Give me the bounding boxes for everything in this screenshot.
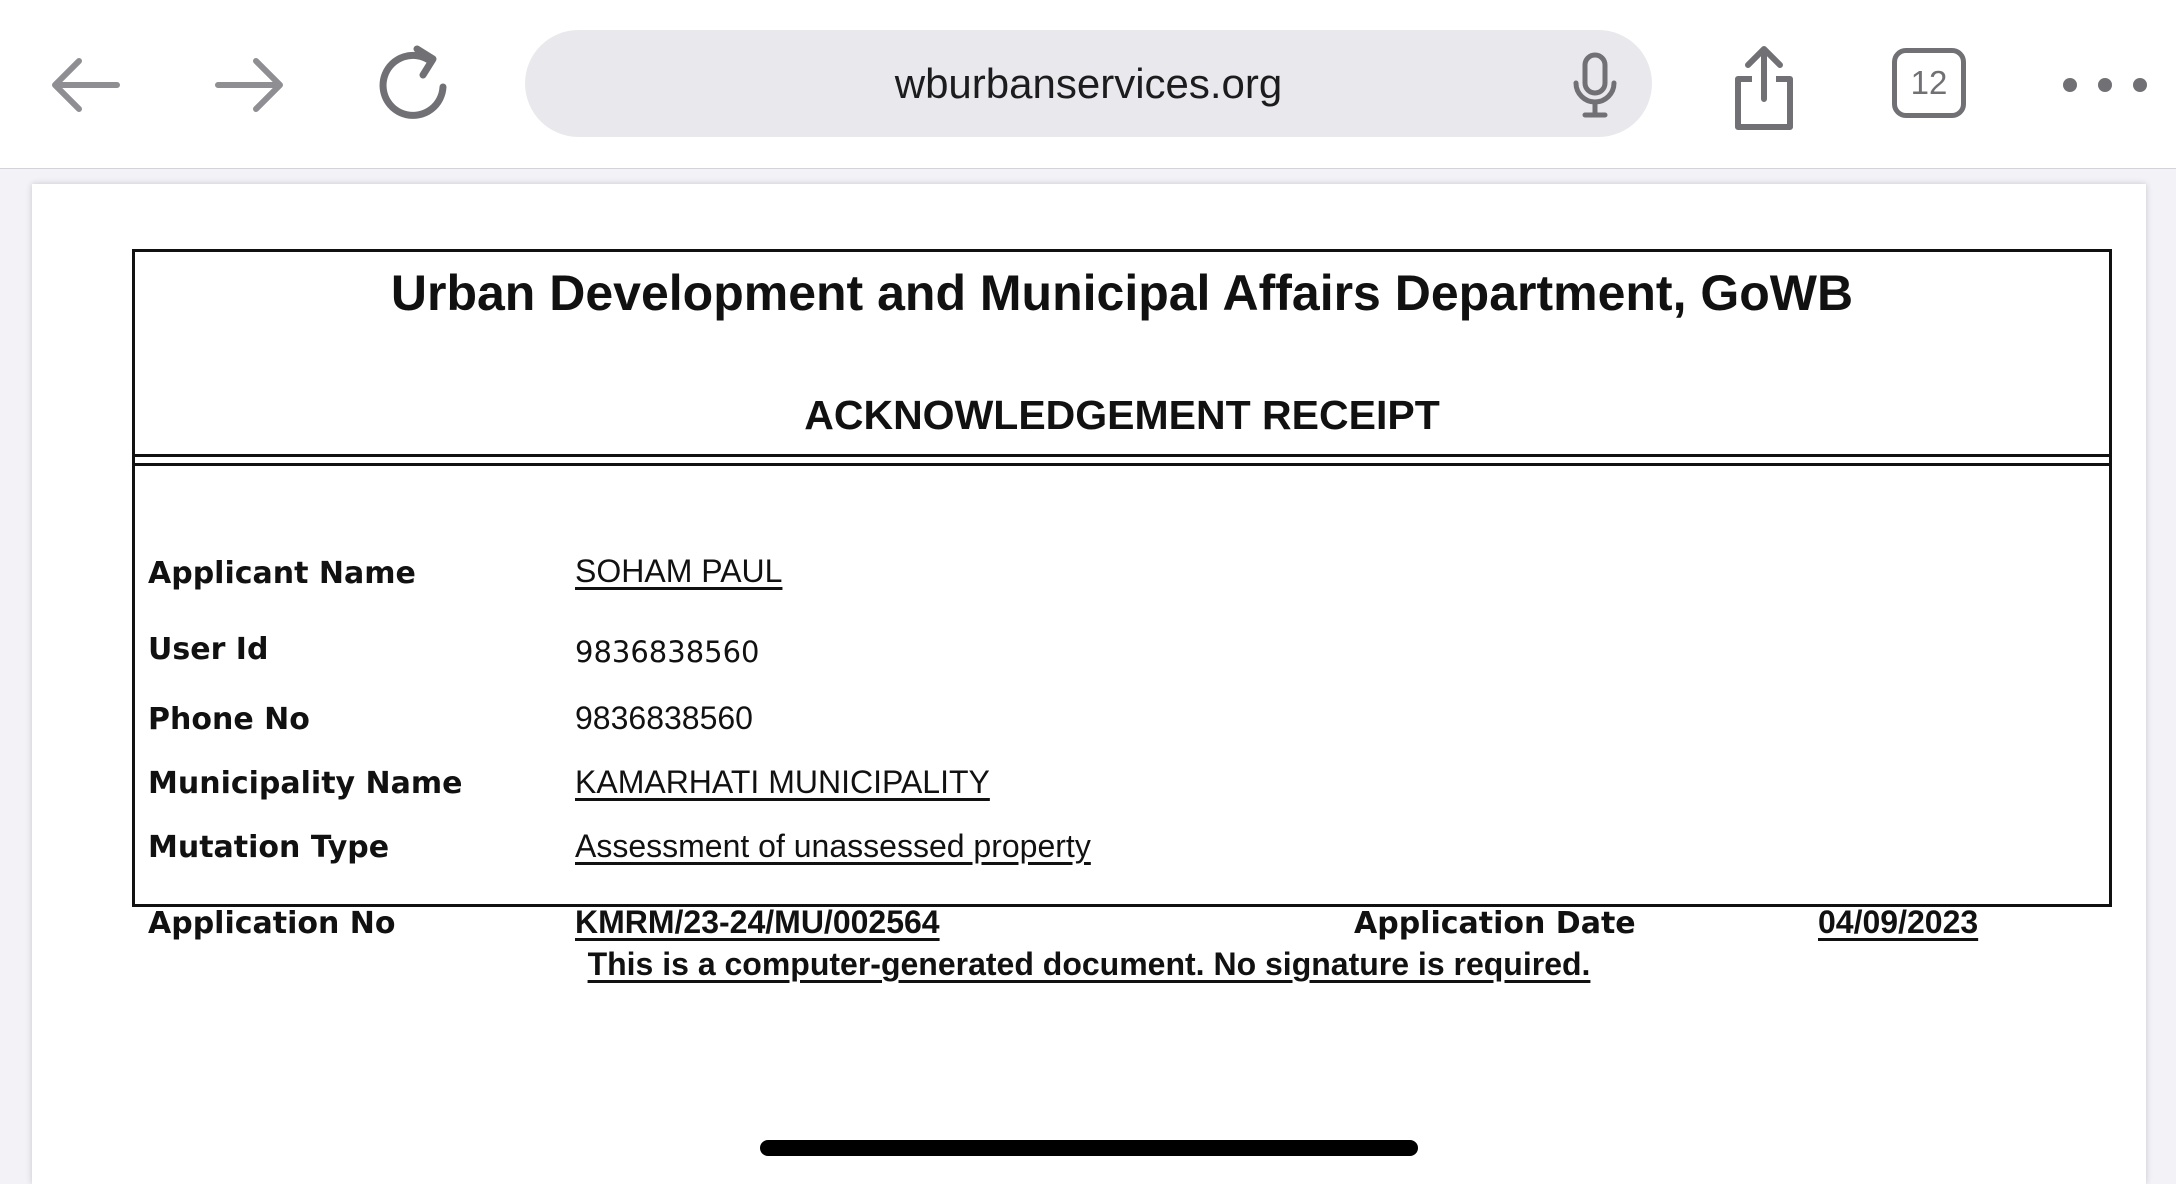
reload-icon — [373, 43, 457, 127]
url-text: wburbanservices.org — [894, 59, 1283, 107]
user-id-value: 9836838560 — [575, 635, 760, 669]
reload-button[interactable] — [370, 38, 460, 132]
mutation-type-label: Mutation Type — [148, 830, 390, 865]
phone-no-value: 9836838560 — [575, 700, 753, 736]
footer-note-text: This is a computer-generated document. No signature is required. — [587, 946, 1591, 982]
mutation-type-value: Assessment of unassessed property — [575, 828, 1091, 864]
application-date-value: 04/09/2023 — [1818, 904, 1979, 940]
tab-count: 12 — [1910, 64, 1948, 101]
municipality-name-value: KAMARHATI MUNICIPALITY — [575, 764, 990, 800]
microphone-button[interactable] — [1560, 48, 1630, 124]
home-indicator[interactable] — [760, 1140, 1418, 1156]
share-icon — [1728, 43, 1800, 133]
browser-toolbar — [0, 0, 2176, 169]
arrow-left-icon — [45, 55, 125, 115]
forward-button[interactable] — [205, 40, 295, 130]
applicant-name-label: Applicant Name — [148, 556, 416, 591]
double-divider — [135, 454, 2109, 466]
tabs-button[interactable] — [1892, 48, 1966, 118]
receipt-title: ACKNOWLEDGEMENT RECEIPT — [804, 392, 1440, 438]
application-no-label: Application No — [148, 906, 396, 941]
phone-no-label: Phone No — [148, 702, 310, 737]
more-button[interactable] — [2050, 60, 2160, 110]
address-bar[interactable] — [525, 30, 1652, 137]
user-id-label: User Id — [148, 632, 269, 667]
microphone-icon — [1570, 51, 1620, 121]
application-date-label: Application Date — [1354, 906, 1636, 941]
document-page — [32, 184, 2146, 1184]
acknowledgement-receipt — [132, 249, 2112, 941]
department-title: Urban Development and Municipal Affairs Department, GoWB — [390, 265, 1854, 321]
application-no-value: KMRM/23-24/MU/002564 — [575, 904, 940, 940]
more-icon — [2050, 70, 2160, 100]
arrow-right-icon — [210, 55, 290, 115]
footer-note — [32, 946, 2146, 983]
share-button[interactable] — [1722, 40, 1806, 136]
back-button[interactable] — [40, 40, 130, 130]
applicant-name-value: SOHAM PAUL — [575, 553, 783, 589]
municipality-name-label: Municipality Name — [148, 766, 463, 801]
